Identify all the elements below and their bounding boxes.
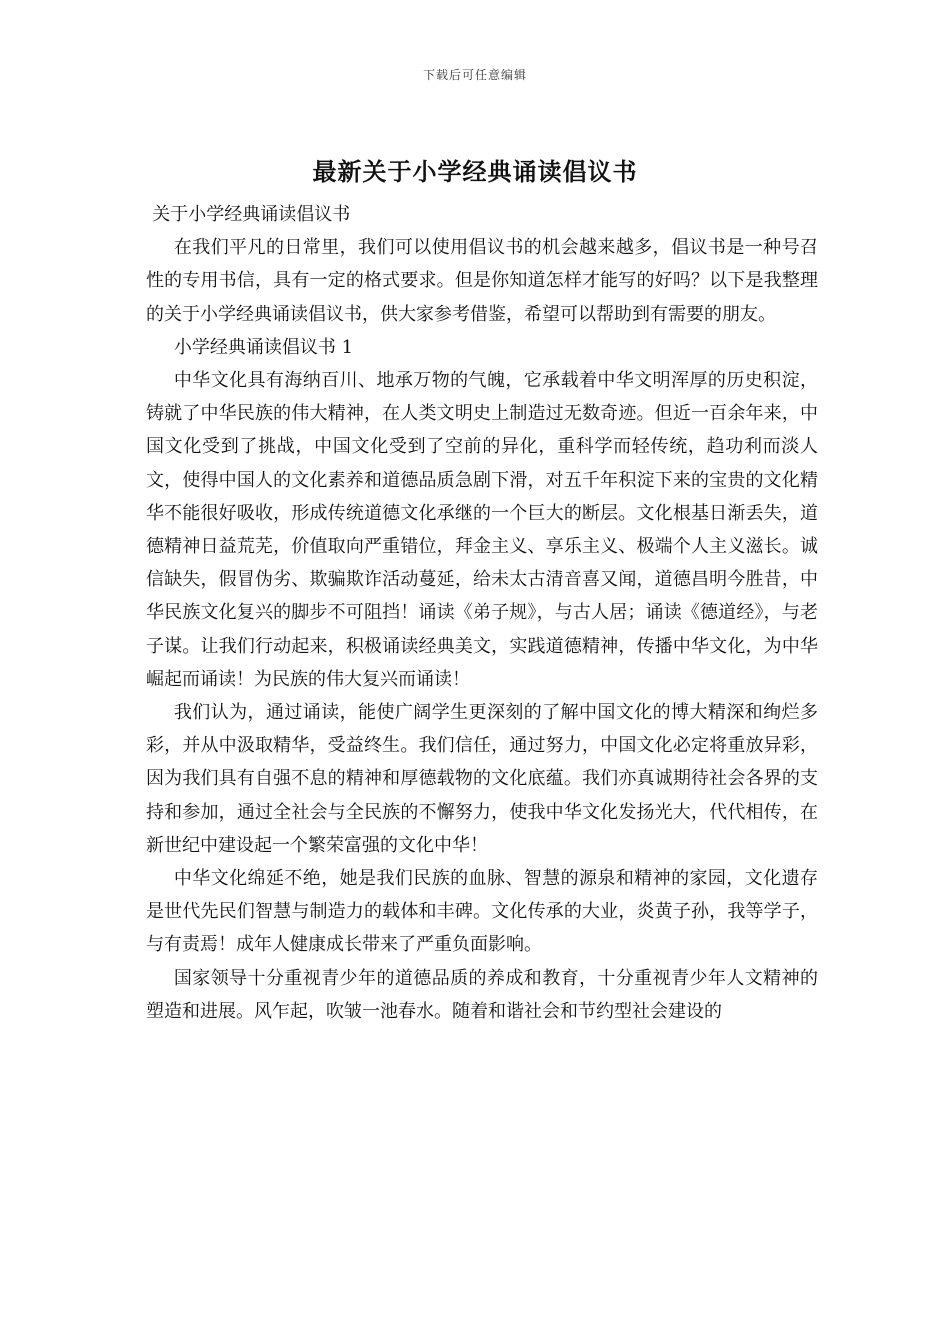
body-paragraph: 中华文化绵延不绝，她是我们民族的血脉、智慧的源泉和精神的家园，文化遗存是世代先民们智慧与制造力的载体和丰碑。文化传承的大业，炎黄子孙，我等学子，与有责焉！成年人健康成长带来了严重负面影响。 [146,868,818,956]
section-heading: 小学经典诵读倡议书 1 [173,336,354,358]
document-subtitle: 关于小学经典诵读倡议书 [152,204,351,225]
document-body [146,198,818,1028]
body-paragraph: 国家领导十分重视青少年的道德品质的养成和教育，十分重视青少年人文精神的塑造和进展。风乍起，吹皱一池春水。随着和谐社会和节约型社会建设的 [146,967,818,1022]
body-paragraph: 中华文化具有海纳百川、地承万物的气魄，它承载着中华文明浑厚的历史积淀，铸就了中华民族的伟大精神，在人类文明史上制造过无数奇迹。但近一百余年来，中国文化受到了挑战，中国文化受到了空前的异化，重科学而轻传统，趋功利而淡人文，使得中国人的文化素养和道德品质急剧下滑，对五千年积淀下来的宝贵的文化精华不能很好吸收，形成传统道德文化承继的一个巨大的断层。文化根基日渐丢失，道德精神日益荒芜，价值取向严重错位，拜金主义、享乐主义、极端个人主义滋长。诚信缺失，假冒伪劣、欺骗欺诈活动蔓延，给未太古清音喜又闻，道德昌明今胜昔，中华民族文化复兴的脚步不可阻挡！诵读《弟子规》，与古人居；诵读《德道经》，与老子谋。让我们行动起来，积极诵读经典美文，实践道德精神，传播中华文化，为中华崛起而诵读！为民族的伟大复兴而诵读！ [146,370,818,690]
document-title: 最新关于小学经典诵读倡议书 [312,157,638,186]
body-paragraph: 我们认为，通过诵读，能使广阔学生更深刻的了解中国文化的博大精深和绚烂多彩，并从中汲取精华，受益终生。我们信任，通过努力，中国文化必定将重放异彩，因为我们具有自强不息的精神和厚德载物的文化底蕴。我们亦真诚期待社会各界的支持和参加，通过全社会与全民族的不懈努力，使我中华文化发扬光大，代代相传，在新世纪中建设起一个繁荣富强的文化中华！ [146,702,818,856]
page-header-note: 下载后可任意编辑 [422,68,527,82]
intro-paragraph: 在我们平凡的日常里，我们可以使用倡议书的机会越来越多，倡议书是一种号召性的专用书信，具有一定的格式要求。但是你知道怎样才能写的好吗？以下是我整理的关于小学经典诵读倡议书，供大家参考借鉴，希望可以帮助到有需要的朋友。 [146,237,818,325]
